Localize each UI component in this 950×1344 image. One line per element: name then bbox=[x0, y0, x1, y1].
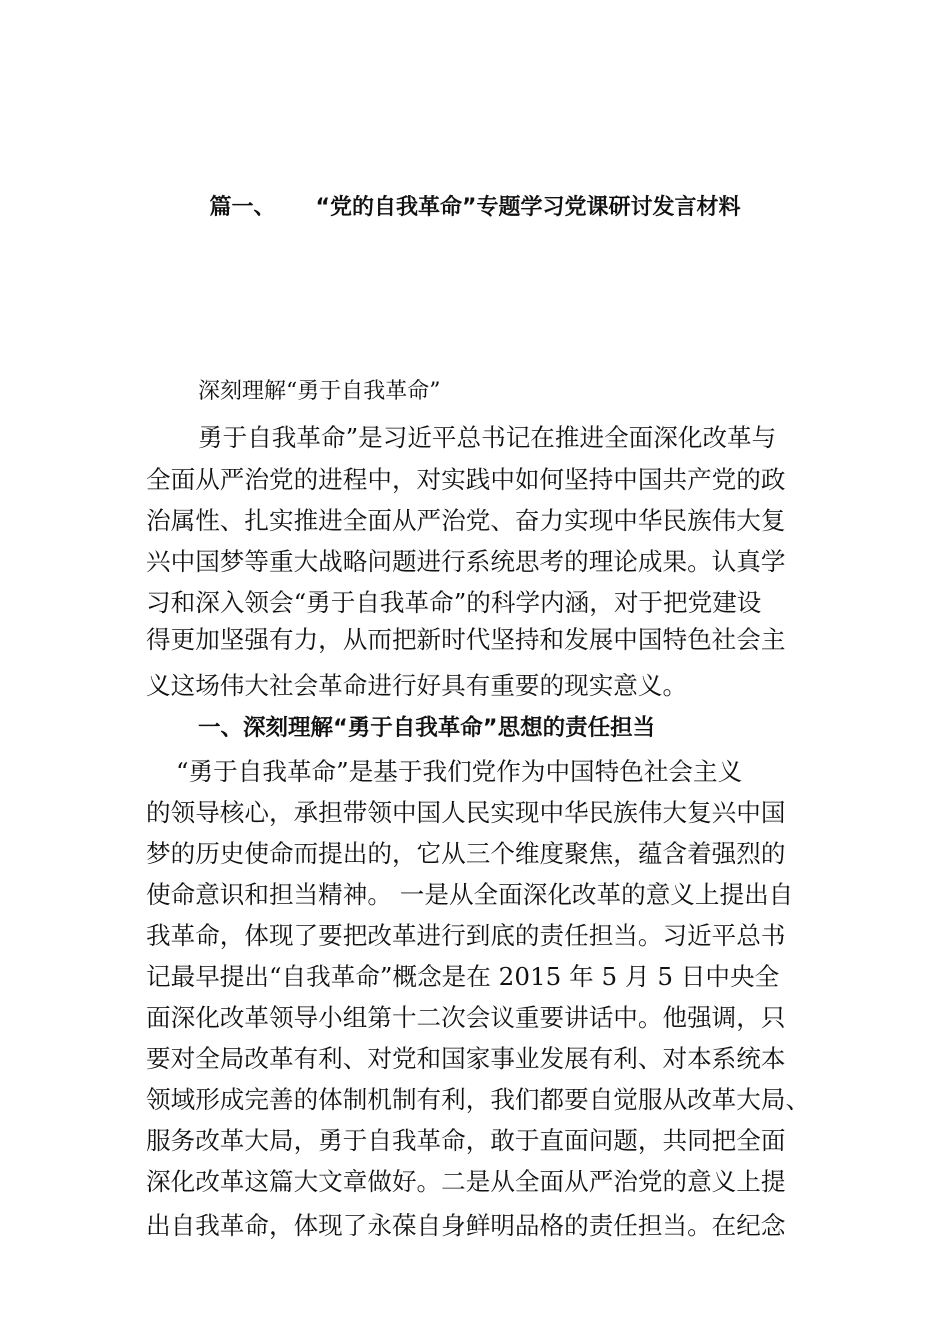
paragraph-line: 全面从严治党的进程中，对实践中如何坚持中国共产党的政 bbox=[146, 465, 786, 494]
paragraph-line: 习和深入领会“勇于自我革命”的科学内涵，对于把党建设 bbox=[146, 588, 762, 617]
paragraph-line: 要对全局改革有利、对党和国家事业发展有利、对本系统本 bbox=[146, 1044, 786, 1073]
paragraph-line: 兴中国梦等重大战略问题进行系统思考的理论成果。认真学 bbox=[146, 547, 786, 576]
paragraph-line: 勇于自我革命”是习近平总书记在推进全面深化改革与 bbox=[198, 423, 777, 452]
paragraph-line: “勇于自我革命”是基于我们党作为中国特色社会主义 bbox=[176, 757, 743, 786]
paragraph-line: 治属性、扎实推进全面从严治党、奋力实现中华民族伟大复 bbox=[146, 506, 786, 535]
paragraph-line: 出自我革命，体现了永葆自身鲜明品格的责任担当。在纪念 bbox=[146, 1211, 786, 1240]
paragraph-line: 梦的历史使命而提出的，它从三个维度聚焦，蕴含着强烈的 bbox=[146, 839, 786, 868]
paragraph-line: 义这场伟大社会革命进行好具有重要的现实意义。 bbox=[146, 671, 688, 700]
title-text: “党的自我革命”专题学习党课研讨发言材料 bbox=[315, 195, 741, 220]
title-label: 篇一、 bbox=[209, 195, 276, 220]
paragraph-line: 的领导核心，承担带领中国人民实现中华民族伟大复兴中国 bbox=[146, 798, 786, 827]
subheading: 深刻理解“勇于自我革命” bbox=[198, 379, 441, 404]
paragraph-line: 记最早提出“自我革命”概念是在 2015 年 5 月 5 日中央全 bbox=[146, 962, 780, 991]
paragraph-line: 领域形成完善的体制机制有利，我们都要自觉服从改革大局、 bbox=[146, 1085, 811, 1114]
paragraph-line: 服务改革大局，勇于自我革命，敢于直面问题，共同把全面 bbox=[146, 1126, 786, 1155]
paragraph-line: 我革命，体现了要把改革进行到底的责任担当。习近平总书 bbox=[146, 921, 786, 950]
paragraph-line: 深化改革这篇大文章做好。二是从全面从严治党的意义上提 bbox=[146, 1167, 786, 1196]
paragraph-line: 面深化改革领导小组第十二次会议重要讲话中。他强调，只 bbox=[146, 1003, 786, 1032]
section-heading: 一、深刻理解“勇于自我革命”思想的责任担当 bbox=[198, 715, 656, 741]
paragraph-line: 得更加坚强有力，从而把新时代坚持和发展中国特色社会主 bbox=[146, 625, 786, 654]
document-title bbox=[0, 188, 950, 228]
paragraph-line: 使命意识和担当精神。 一是从全面深化改革的意义上提出自 bbox=[146, 880, 794, 909]
